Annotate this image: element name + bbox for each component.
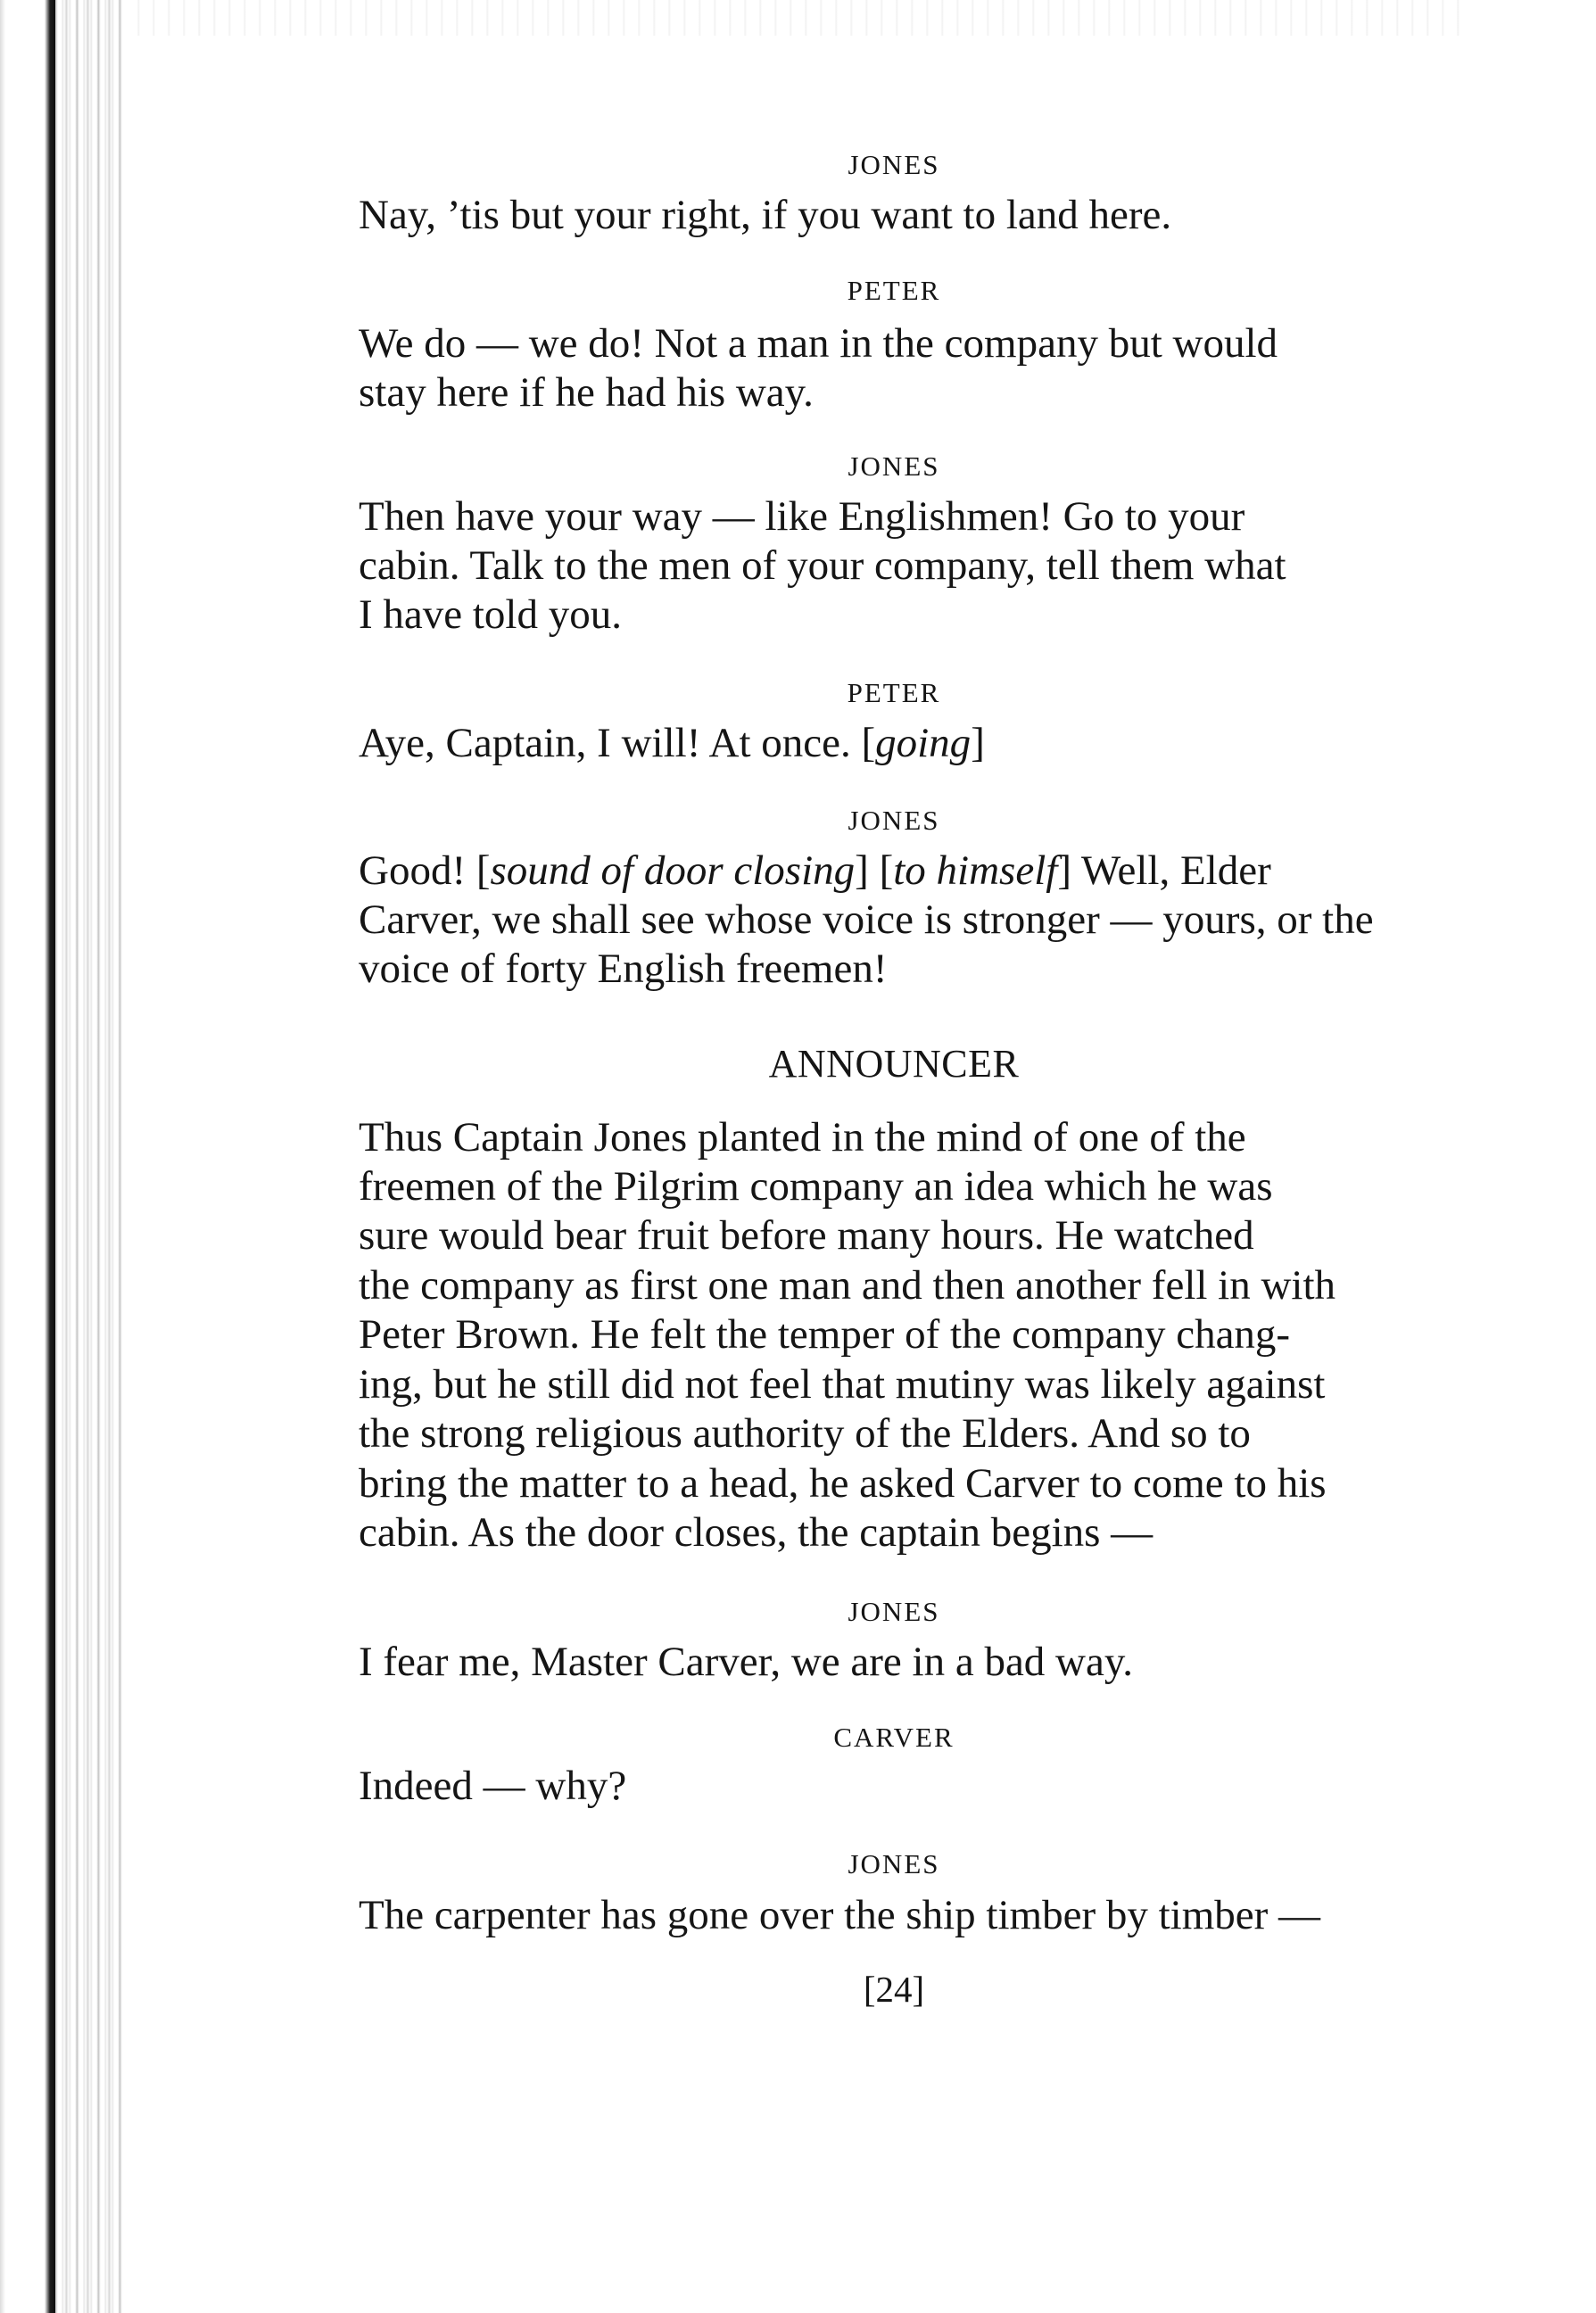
speech-line: Carver, we shall see whose voice is stronger — yours, or the — [359, 896, 1374, 943]
speech-text: ] Well, Elder — [1057, 847, 1271, 894]
speech-line: Indeed — why? — [359, 1763, 627, 1809]
speaker-label: PETER — [847, 677, 941, 708]
scan-noise — [125, 0, 1463, 36]
speech-line — [359, 719, 1429, 769]
speaker-label: CARVER — [833, 1722, 955, 1753]
binding-gutter — [0, 0, 123, 2313]
speaker-label: JONES — [848, 1848, 940, 1879]
speech-line: The carpenter has gone over the ship timber by timber — — [359, 1892, 1321, 1938]
stage-direction: going — [875, 720, 972, 766]
speech-line: Then have your way — like Englishmen! Go to your — [359, 493, 1245, 540]
narration-line: freemen of the Pilgrim company an idea which he was — [359, 1163, 1273, 1210]
narration-line: the strong religious authority of the Elders. And so to — [359, 1410, 1251, 1457]
narration-line: bring the matter to a head, he asked Carver to come to his — [359, 1460, 1327, 1507]
narration-line: the company as first one man and then another fell in with — [359, 1262, 1336, 1309]
narration-line: sure would bear fruit before many hours. He watched — [359, 1212, 1254, 1259]
narration-line: ing, but he still did not feel that mutiny was likely against — [359, 1361, 1326, 1408]
narration-line: cabin. As the door closes, the captain begins — — [359, 1509, 1154, 1556]
speech-text: ] [ — [855, 847, 894, 894]
announcer-heading: ANNOUNCER — [768, 1042, 1020, 1086]
speaker-label: JONES — [848, 1596, 940, 1627]
speech-line: stay here if he had his way. — [359, 369, 814, 416]
speaker-label: JONES — [848, 149, 940, 180]
narration-line: Thus Captain Jones planted in the mind of one of the — [359, 1114, 1246, 1161]
speaker-label: JONES — [848, 805, 940, 836]
speech-line — [359, 847, 1429, 896]
speech-line: I have told you. — [359, 591, 622, 638]
stage-direction: to himself — [893, 847, 1058, 894]
speech-line: We do — we do! Not a man in the company but would — [359, 320, 1278, 367]
speech-line: cabin. Talk to the men of your company, tell them what — [359, 542, 1286, 589]
page-number: [24] — [863, 1969, 925, 2010]
speech-line: Nay, ’tis but your right, if you want to land here. — [359, 192, 1172, 238]
speech-line: voice of forty English freemen! — [359, 946, 888, 992]
speech-text: ] — [971, 720, 985, 766]
speech-line: I fear me, Master Carver, we are in a bad way. — [359, 1639, 1134, 1685]
speaker-label: JONES — [848, 450, 940, 482]
narration-line: Peter Brown. He felt the temper of the company chang- — [359, 1311, 1291, 1358]
speaker-label: PETER — [847, 275, 941, 306]
binding-edge — [55, 0, 123, 2313]
speech-text: Good! [ — [359, 847, 491, 894]
stage-direction: sound of door closing — [490, 847, 856, 894]
speech-text: Aye, Captain, I will! At once. [ — [359, 720, 876, 766]
binding-shadow — [0, 0, 55, 2313]
